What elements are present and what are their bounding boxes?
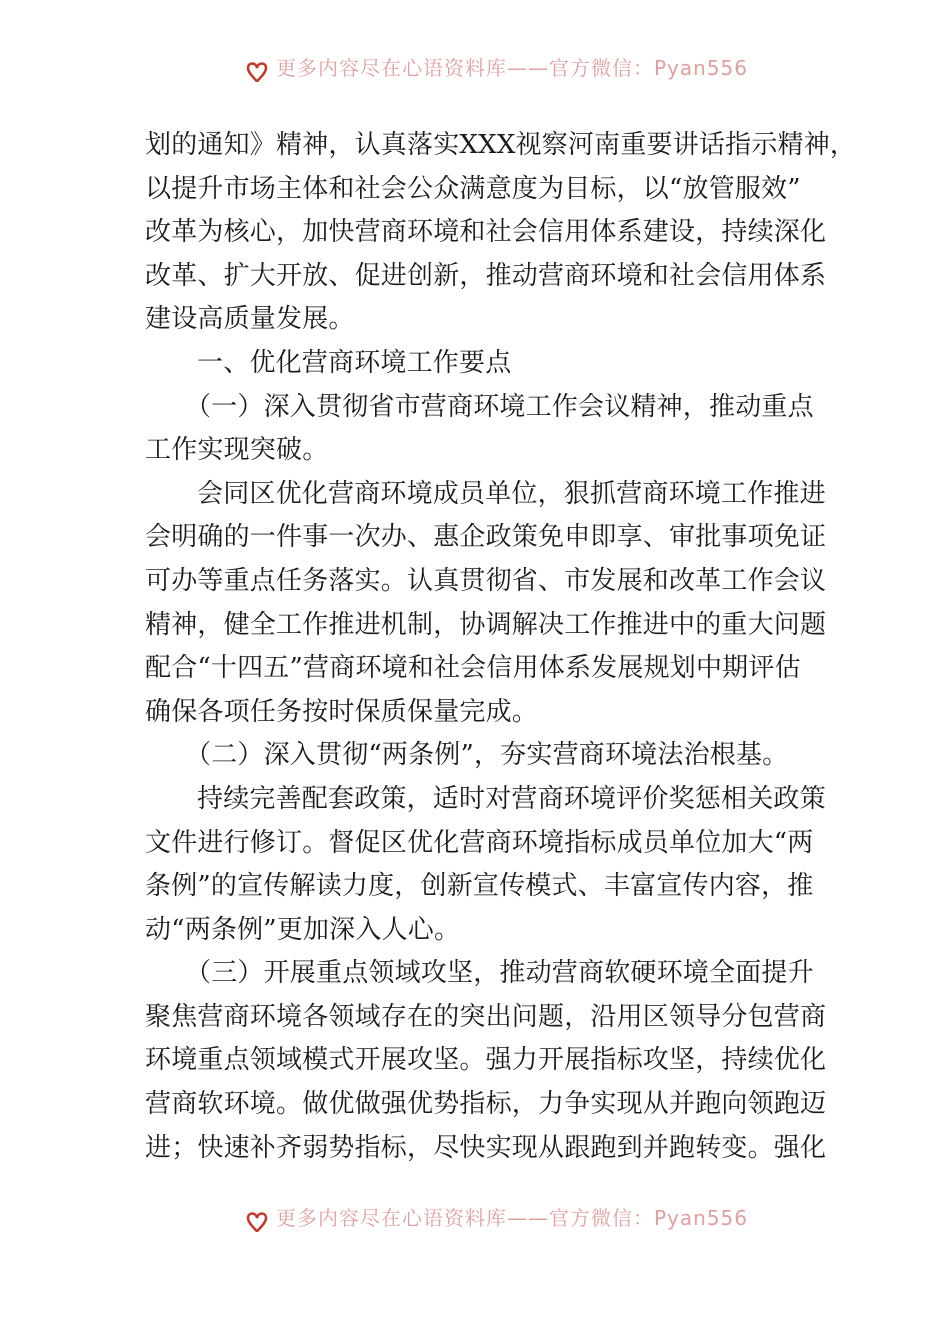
subsection-heading: （一）深入贯彻省市营商环境工作会议精神，推动重点 — [185, 391, 814, 422]
watermark-logo-icon — [244, 60, 270, 86]
text-line: 精神，健全工作推进机制，协调解决工作推进中的重大问题 — [145, 609, 827, 640]
footer-watermark — [0, 1206, 950, 1240]
text-line: 改革为核心，加快营商环境和社会信用体系建设，持续深化 — [145, 217, 827, 248]
subsection-heading: （三）开展重点领域攻坚，推动营商软硬环境全面提升 — [185, 958, 814, 989]
text-line: 会明确的一件事一次办、惠企政策免申即享、审批事项免证 — [145, 522, 827, 553]
text-line: 以提升市场主体和社会公众满意度为目标，以“放管服效” — [145, 173, 801, 204]
paragraph-start: 持续完善配套政策，适时对营商环境评价奖惩相关政策 — [197, 783, 826, 814]
watermark-logo-icon — [244, 1210, 270, 1236]
subsection-heading: （二）深入贯彻“两条例”，夯实营商环境法治根基。 — [185, 740, 789, 771]
text-line: 工作实现突破。 — [145, 435, 329, 466]
text-line: 营商软环境。做优做强优势指标，力争实现从并跑向领跑迈 — [145, 1089, 827, 1120]
text-line: 条例”的宣传解读力度，创新宣传模式、丰富宣传内容，推 — [145, 871, 814, 902]
text-line: 配合“十四五”营商环境和社会信用体系发展规划中期评估 — [145, 653, 801, 684]
paragraph-start: 会同区优化营商环境成员单位，狠抓营商环境工作推进 — [197, 478, 826, 509]
text-line: 可办等重点任务落实。认真贯彻省、市发展和改革工作会议 — [145, 565, 827, 596]
text-line: 划的通知》精神，认真落实XXX视察河南重要讲话指示精神， — [145, 130, 857, 160]
text-line: 建设高质量发展。 — [145, 304, 355, 335]
text-line: 文件进行修订。督促区优化营商环境指标成员单位加大“两 — [145, 827, 814, 858]
watermark-text: 更多内容尽在心语资料库——官方微信：Pyan556 — [276, 1206, 749, 1230]
watermark-text: 更多内容尽在心语资料库——官方微信：Pyan556 — [276, 56, 749, 80]
text-line: 动“两条例”更加深入人心。 — [145, 914, 461, 945]
text-line: 环境重点领域模式开展攻坚。强力开展指标攻坚，持续优化 — [145, 1045, 827, 1076]
text-line: 进；快速补齐弱势指标，尽快实现从跟跑到并跑转变。强化 — [145, 1132, 827, 1163]
section-heading: 一、优化营商环境工作要点 — [197, 347, 512, 378]
text-line: 改革、扩大开放、促进创新，推动营商环境和社会信用体系 — [145, 260, 827, 291]
text-line: 聚焦营商环境各领域存在的突出问题，沿用区领导分包营商 — [145, 1001, 827, 1032]
document-body — [145, 124, 857, 1170]
text-line: 确保各项任务按时保质保量完成。 — [145, 696, 539, 727]
header-watermark — [0, 56, 950, 90]
